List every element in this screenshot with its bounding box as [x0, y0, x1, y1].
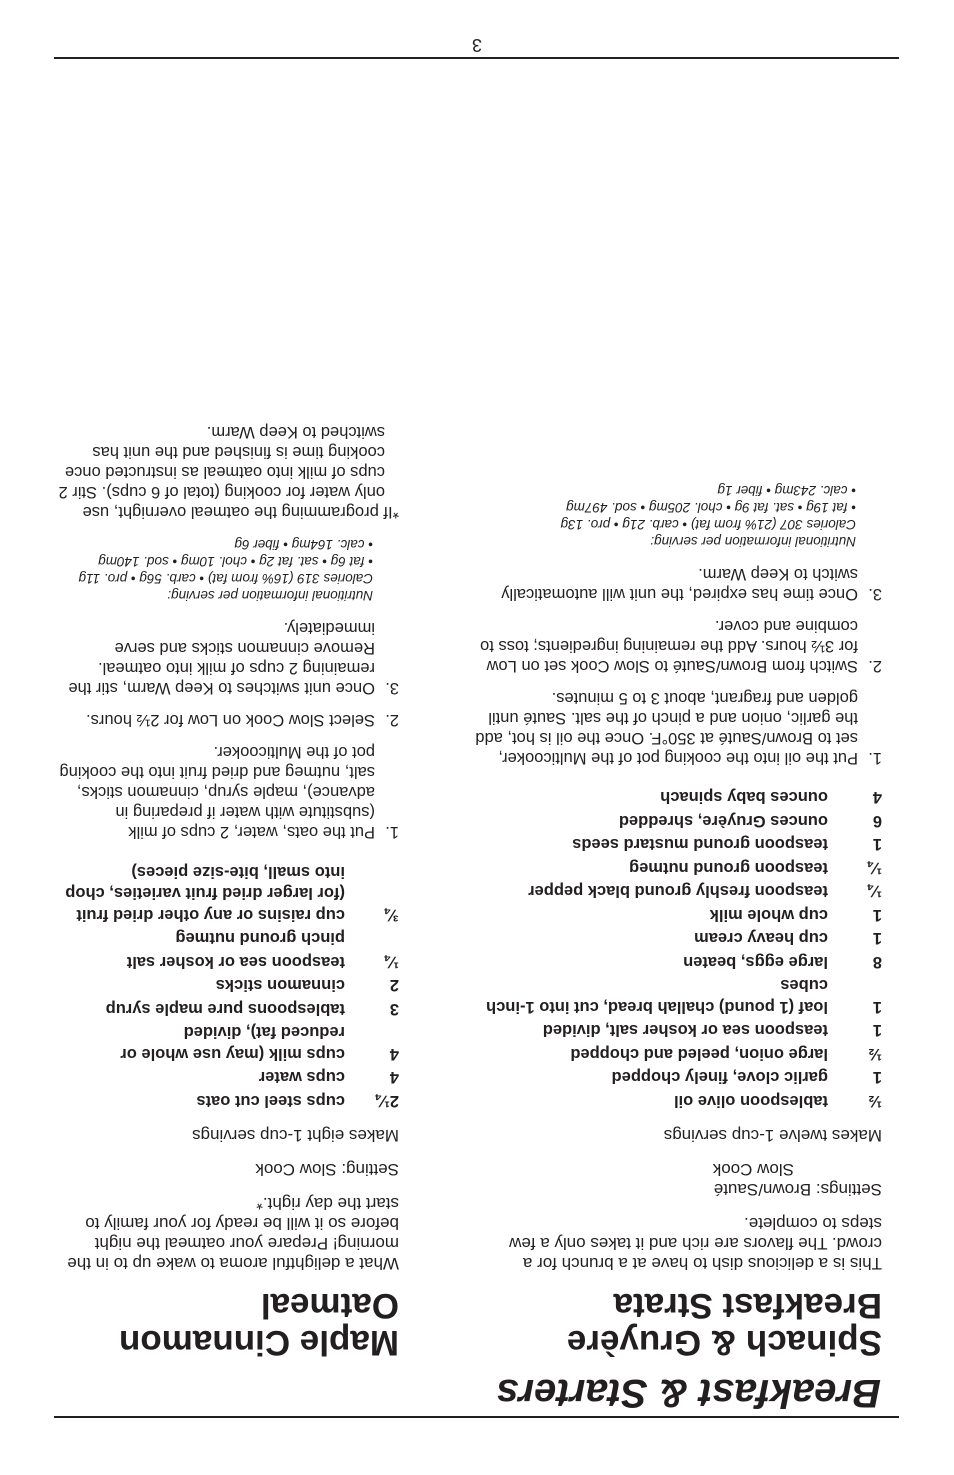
ingredient-qty: 1 [872, 929, 882, 948]
strata-steps [472, 564, 882, 768]
oatmeal-intro: What a delightful aroma to wake up to in the morning! Prepare your oatmeal the night before so it will be ready for your family to start the day right.* [67, 1194, 399, 1273]
ingredient-qty: 8 [872, 953, 882, 971]
ingredient-item: loaf (1 pound) challah bread, cut into 1-inch cubes [486, 976, 828, 1016]
bottom-rule [54, 57, 899, 59]
step-number: 1. [868, 749, 882, 767]
ingredient-row [472, 831, 882, 855]
strata-title [472, 1287, 882, 1361]
strata-ingredients [472, 784, 882, 1111]
section-title: Breakfast & Starters [496, 1371, 881, 1415]
strata-settings-line1: Settings: Brown/Sauté [713, 1180, 882, 1199]
step-number: 2. [868, 657, 882, 675]
ingredient-item: ounces baby spinach [660, 788, 828, 807]
ingredient-qty [345, 925, 399, 949]
ingredient-qty: ¼ [868, 859, 882, 877]
oatmeal-steps [54, 619, 399, 843]
nutrition-line: Calories 319 (16% from fat) • carb. 56g • pro. 11g [78, 571, 373, 587]
step-number: 2. [385, 711, 399, 730]
ingredient-row [472, 784, 882, 808]
oatmeal-title-line1: Maple Cinnamon [118, 1323, 399, 1362]
strata-title-line2: Breakfast Strata [613, 1286, 882, 1325]
ingredient-item: tablespoons pure maple syrup [105, 1000, 345, 1018]
strata-settings [472, 1159, 882, 1199]
ingredient-item: large onion, peeled and chopped [570, 1045, 828, 1063]
step-item [54, 711, 399, 731]
ingredient-qty: 2 [389, 976, 399, 995]
ingredient-item: cup whole milk [709, 906, 828, 924]
step-text: Select Slow Cook on Low for 2½ hours. [86, 711, 375, 730]
step-item [472, 688, 882, 768]
ingredient-item: cups steel cut oats [196, 1092, 345, 1110]
nutrition-heading: Nutritional information per serving: [167, 588, 373, 604]
ingredient-item: cinnamon sticks [215, 976, 345, 995]
ingredient-qty: 4 [389, 1045, 399, 1063]
oatmeal-nutrition [54, 537, 373, 605]
step-item [472, 616, 882, 676]
ingredient-row [54, 1088, 399, 1112]
step-item [472, 564, 882, 604]
step-item [54, 619, 399, 699]
strata-recipe [472, 468, 882, 1361]
step-number: 1. [385, 823, 399, 842]
ingredient-item: large eggs, beaten [683, 953, 828, 971]
ingredient-item: ounces Gruyère, shredded [618, 812, 828, 830]
ingredient-qty: ½ [868, 1045, 882, 1063]
ingredient-row [472, 1017, 882, 1041]
ingredient-item: cup heavy cream [694, 929, 828, 948]
oatmeal-title [54, 1287, 399, 1361]
ingredient-qty: ¼ [868, 882, 882, 901]
ingredient-qty: 1 [872, 906, 882, 924]
ingredient-item: pinch ground nutmeg [175, 929, 345, 948]
step-number: 3. [385, 679, 399, 698]
ingredient-qty: 4 [389, 1068, 399, 1087]
ingredient-item: teaspoon ground nutmeg [629, 859, 828, 877]
ingredient-row [54, 996, 399, 1020]
strata-intro: This is a delicious dish to have at a brunch for a crowd. The flavors are rich and it takes only a few steps to complete. [509, 1214, 882, 1273]
nutrition-line: Calories 307 (21% from fat) • carb. 21g • pro. 13g [560, 517, 856, 532]
nutrition-line: • fat 19g • sat. fat 9g • chol. 205mg • sod. 497mg [566, 500, 856, 515]
ingredient-qty: ¼ [385, 953, 399, 971]
ingredient-row [54, 925, 399, 949]
ingredient-row [472, 949, 882, 973]
ingredient-item: teaspoon sea or kosher salt [126, 953, 345, 971]
ingredient-item: teaspoon ground mustard seeds [572, 835, 828, 854]
ingredient-qty: 2¼ [376, 1092, 399, 1110]
strata-settings-line2: Slow Cook [712, 1160, 794, 1179]
ingredient-qty: ¾ [385, 906, 399, 924]
ingredient-qty: 1 [872, 1021, 882, 1040]
ingredient-row [472, 972, 882, 1017]
ingredient-item: cup raisins or any other dried fruit (for larger dried fruit varieties, chop into small, bite-size pieces) [65, 863, 345, 924]
nutrition-line: • fat 6g • sat. fat 2g • chol. 10mg • sod. 140mg [98, 554, 373, 570]
ingredient-row [54, 1019, 399, 1064]
ingredient-item: teaspoon sea or kosher salt, divided [542, 1021, 828, 1040]
ingredient-qty: ½ [868, 1092, 882, 1110]
oatmeal-yield: Makes eight 1-cup servings [192, 1126, 399, 1145]
ingredient-qty: 1 [872, 998, 882, 1016]
strata-nutrition [472, 482, 856, 550]
ingredient-item: cups water [258, 1068, 345, 1087]
ingredient-item: garlic clove, finely chopped [611, 1068, 828, 1087]
oatmeal-title-line2: Oatmeal [260, 1286, 399, 1325]
ingredient-row [54, 859, 399, 926]
ingredient-row [54, 1064, 399, 1088]
page-number: 3 [472, 35, 483, 55]
oatmeal-footnote: *If programming the oatmeal overnight, use only water for cooking (total of 6 cups). Stir 2 cups of milk into oatmeal as instructed once cooking time is finished and the unit has switched to Keep Warm. [58, 423, 399, 522]
oatmeal-settings: Setting: Slow Cook [255, 1160, 399, 1179]
ingredient-row [472, 808, 882, 832]
strata-title-line1: Spinach & Gruyère [566, 1323, 882, 1362]
nutrition-line: • calc. 243mg • fiber 1g [717, 483, 856, 498]
ingredient-row [472, 1041, 882, 1065]
ingredient-row [472, 925, 882, 949]
nutrition-heading: Nutritional information per serving: [650, 534, 856, 549]
ingredient-qty: 3 [389, 1000, 399, 1018]
ingredient-row [472, 1064, 882, 1088]
nutrition-line: • calc. 164mg • fiber 6g [234, 537, 373, 553]
step-item [54, 743, 399, 843]
ingredient-item: cups milk (may use whole or reduced fat), divided [120, 1023, 345, 1063]
ingredient-row [54, 949, 399, 973]
ingredient-item: tablespoon olive oil [673, 1092, 828, 1110]
step-text: Put the oats, water, 2 cups of milk (substitute with water if preparing in advance), maple syrup, cinnamon sticks, salt, nutmeg and dried fruit into the cooking pot of the Multicooker. [59, 743, 375, 842]
oatmeal-recipe [54, 423, 399, 1362]
step-number: 3. [868, 585, 882, 603]
ingredient-qty: 6 [872, 812, 882, 830]
ingredient-row [472, 878, 882, 902]
ingredient-item: teaspoon freshly ground black pepper [528, 882, 828, 901]
ingredient-qty: 1 [872, 835, 882, 854]
ingredient-qty: 1 [872, 1068, 882, 1087]
step-text: Once time has expired, the unit will automatically switch to Keep Warm. [501, 565, 858, 603]
ingredient-row [472, 855, 882, 879]
ingredient-qty: 4 [872, 788, 882, 807]
step-text: Put the oil into the cooking pot of the Multicooker, set to Brown/Sauté at 350°F. Once the oil is hot, add the garlic, onion and a pinch of the salt. Sauté until golden and fragrant, about 3 to 5 minutes. [475, 689, 858, 767]
ingredient-row [472, 1088, 882, 1112]
step-text: Switch from Brown/Sauté to Slow Cook set on Low for 3½ hours. Add the remaining ingredients; toss to combine and cover. [480, 617, 858, 675]
strata-yield: Makes twelve 1-cup servings [663, 1126, 882, 1145]
ingredient-row [54, 972, 399, 996]
oatmeal-ingredients [54, 859, 399, 1112]
step-text: Once unit switches to Keep Warm, stir the remaining 2 cups of milk into oatmeal. Remove cinnamon sticks and serve immediately. [68, 619, 375, 698]
ingredient-row [472, 902, 882, 926]
